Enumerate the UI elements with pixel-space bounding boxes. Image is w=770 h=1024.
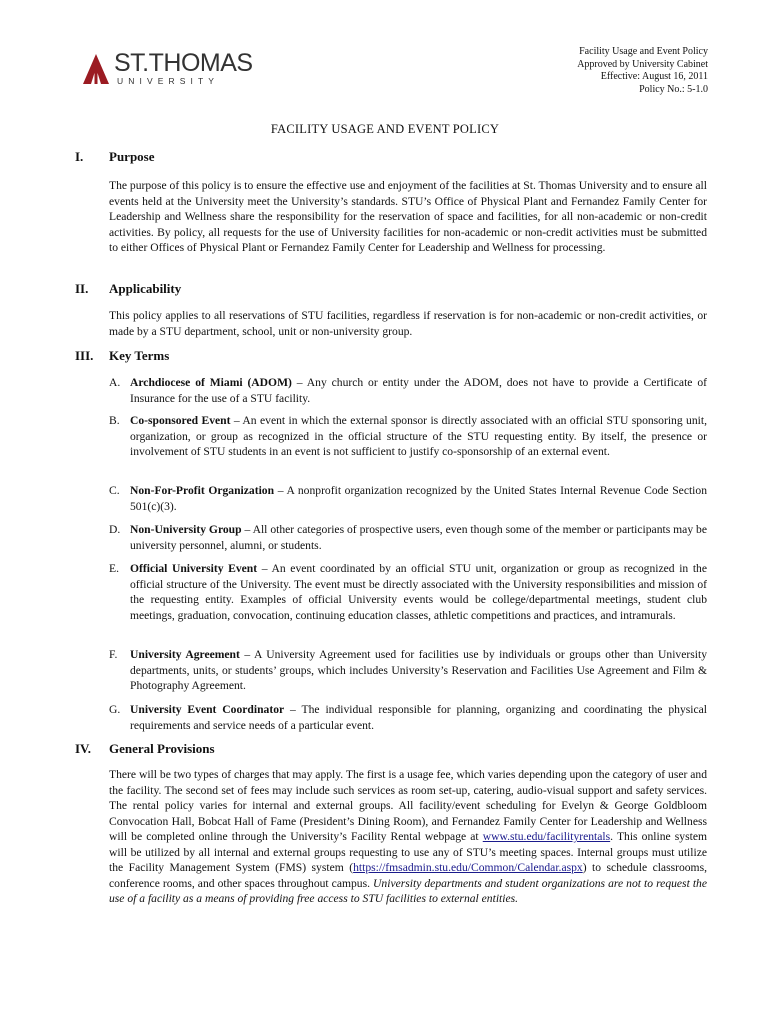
fms-calendar-link[interactable]: https://fmsadmin.stu.edu/Common/Calendar.aspx: [353, 861, 583, 874]
section-number: III.: [75, 348, 94, 363]
term-name: University Event Coordinator: [130, 703, 285, 716]
term-name: Non-University Group: [130, 523, 242, 536]
logo-tower-icon: [82, 54, 110, 84]
provisions-italic-note: University departments and student organizations are not to request the use of a facility as a means of providing free access to STU facilities to external entities.: [109, 876, 707, 905]
meta-line: Effective: August 16, 2011: [600, 71, 708, 82]
provisions-text: There will be two types of charges that may apply. The first is a usage fee, which varies depending upon the category of user and the facility. The second set of fees may include such services as room set-up, catering, audio-visual support and safety services. The rental policy varies for internal and external groups. All facility/event scheduling for Evelyn & George Goldbloom Convocation Hall, Bobcat Hall of Fame (President’s Dining Room), and Fernandez Family Center for Leadership and Wellness will be completed online through the University’s Facility Rental webpage at: [109, 768, 707, 843]
term-definition: – Any church or entity under the ADOM, does not have to provide a Certificate of Insurance for the use of a STU facility.: [130, 376, 707, 405]
section-number: IV.: [75, 741, 92, 756]
purpose-paragraph: The purpose of this policy is to ensure the effective use and enjoyment of the facilities at St. Thomas University and to ensure all events held at the University meet the University’s standards. STU’s Office of Physical Plant and Fernandez Family Center for Leadership and Wellness share the responsibility for the reservation of space and facilities, for all non-academic or non-credit activities. By policy, all requests for the use of University facilities for non-academic or non-credit activities must be submitted to either Offices of Physical Plant or Fernandez Family Center for Leadership and Wellness for processing.: [109, 179, 707, 254]
term-definition: – The individual responsible for planning, organizing and coordinating the physical requirements and service needs of a particular event.: [130, 703, 707, 732]
applicability-paragraph: This policy applies to all reservations of STU facilities, regardless if reservation is for non-academic or non-credit activities, or made by a STU department, school, unit or non-university group.: [109, 309, 707, 338]
term-name: Non-For-Profit Organization: [130, 484, 275, 497]
logo-name: ST.THOMAS: [114, 49, 253, 77]
section-number: I.: [75, 149, 84, 164]
section-title: Applicability: [109, 281, 182, 296]
policy-meta: [577, 46, 708, 96]
term-name: University Agreement: [130, 648, 240, 661]
section-title: Purpose: [109, 149, 155, 164]
section-title: General Provisions: [109, 741, 215, 756]
term-body: [130, 522, 707, 553]
term-definition: – An event in which the external sponsor is directly associated with an official STU sponsoring unit, organization, or group as recognized in the official structure of the STU requesting entity. By itself, the presence or involvement of STU students in an event is not sufficient to justify co-sponsorship of an external event.: [130, 414, 707, 458]
term-definition: – A nonprofit organization recognized by the United States Internal Revenue Code Section 501(c)(3).: [130, 484, 707, 513]
term-definition: – A University Agreement used for facilities use by individuals or groups other than University departments, units, or students’ groups, which includes University’s Reservation and Facilities Use Agreement and Film & Photography Agreement.: [130, 648, 707, 692]
term-name: Official University Event: [130, 562, 258, 575]
term-name: Archdiocese of Miami (ADOM): [130, 376, 292, 389]
term-body: [130, 375, 707, 406]
term-letter: C.: [109, 484, 120, 497]
meta-line: Facility Usage and Event Policy: [579, 46, 708, 57]
provisions-paragraph: [109, 767, 707, 907]
term-definition: – All other categories of prospective users, even though some of the member or participants may be university personnel, alumni, or students.: [130, 523, 707, 552]
term-letter: F.: [109, 648, 118, 661]
term-letter: E.: [109, 562, 119, 575]
provisions-text: ) to schedule classrooms, conference rooms, and other spaces throughout campus.: [109, 861, 707, 890]
facility-rentals-link[interactable]: www.stu.edu/facilityrentals: [482, 830, 611, 843]
section-title: Key Terms: [109, 348, 170, 363]
section-number: II.: [75, 281, 89, 296]
provisions-text: . This online system will be utilized by all internal and external groups requesting to use any of STU’s meeting spaces. Internal groups must utilize the Facility Management System (FMS) system (: [109, 830, 707, 874]
document-title: FACILITY USAGE AND EVENT POLICY: [270, 122, 500, 136]
term-body: [130, 561, 707, 623]
term-letter: A.: [109, 376, 121, 389]
term-name: Co-sponsored Event: [130, 414, 231, 427]
meta-line: Policy No.: 5-1.0: [639, 83, 708, 95]
term-body: [130, 702, 707, 733]
term-body: [130, 413, 707, 460]
term-definition: – An event coordinated by an official STU unit, organization or group as recognized in the official structure of the University. The event must be directly associated with the University responsibilities and mission of the requesting entity. Examples of official University events would be college/departmental meetings, student club meetings, graduation, convocation, continuing education classes, athletic competitions and practices, and intramurals.: [130, 562, 707, 622]
term-letter: G.: [109, 703, 121, 716]
logo-subtitle: UNIVERSITY: [117, 76, 220, 86]
term-body: [130, 647, 707, 694]
university-logo: [82, 49, 253, 88]
term-letter: B.: [109, 414, 120, 427]
term-body: [130, 483, 707, 514]
term-letter: D.: [109, 523, 121, 536]
meta-line: Approved by University Cabinet: [577, 58, 708, 70]
